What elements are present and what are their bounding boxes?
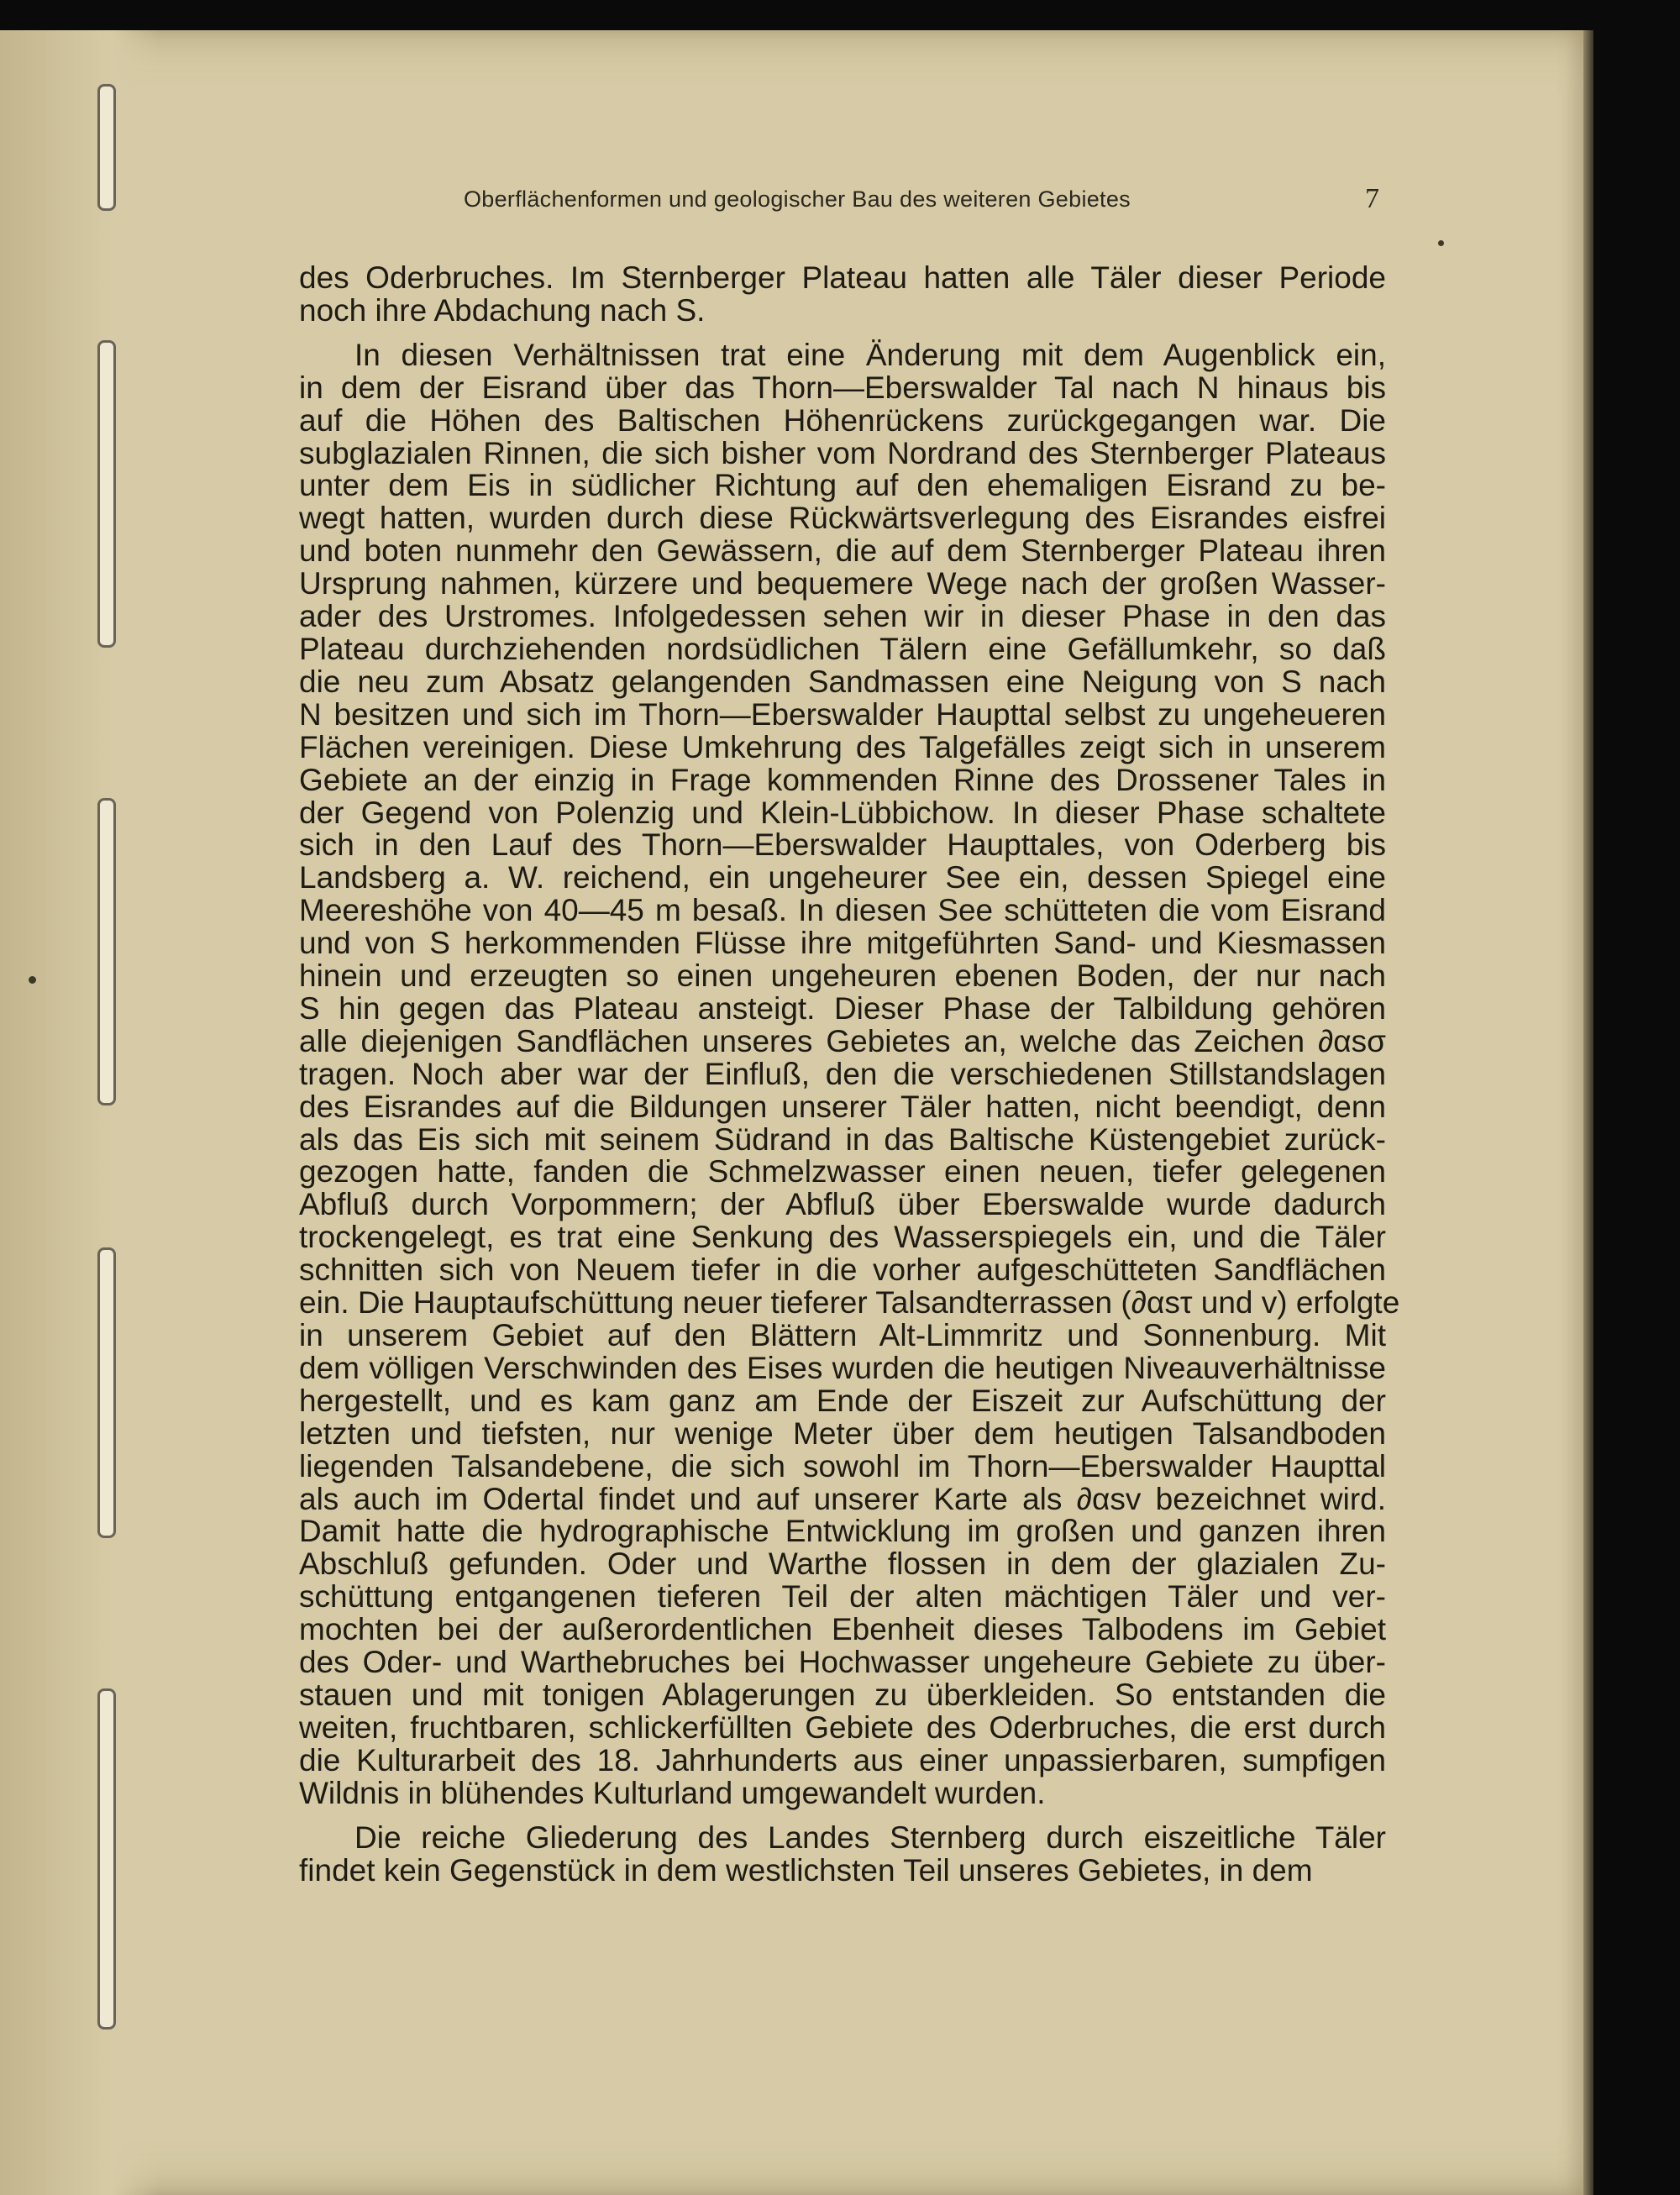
text-line: der Gegend von Polenzig und Klein-Lübbichow. In dieser Phase schaltete (299, 795, 1386, 830)
text-line: mochten bei der außerordentlichen Ebenheit dieses Talbodens im Gebiet (299, 1612, 1386, 1647)
text-line: Wildnis in blühendes Kulturland umgewandelt wurden. (299, 1775, 1046, 1810)
paragraph (299, 1822, 1386, 1888)
text-line: N besitzen und sich im Thorn—Eberswalder Haupttal selbst zu ungeheueren (299, 696, 1386, 732)
text-line: die neu zum Absatz gelangenden Sandmassen eine Neigung von S nach (299, 664, 1386, 699)
paragraph (299, 262, 1386, 328)
text-line: findet kein Gegenstück in dem westlichsten Teil unseres Gebietes, in dem (299, 1852, 1313, 1888)
text-line: hinein und erzeugten so einen ungeheuren ebenen Boden, der nur nach (299, 958, 1386, 994)
text-line: Landsberg a. W. reichend, ein ungeheurer See ein, dessen Spiegel eine (299, 860, 1386, 895)
text-line: S hin gegen das Plateau ansteigt. Dieser Phase der Talbildung gehören (299, 990, 1386, 1026)
binding-thread (97, 798, 116, 1105)
text-line: Damit hatte die hydrographische Entwicklung im großen und ganzen ihren (299, 1514, 1386, 1549)
binding-thread (97, 1247, 116, 1538)
page-gutter (0, 30, 160, 2195)
text-line: ader des Urstromes. Infolgedessen sehen wir in dieser Phase in den das (299, 599, 1386, 634)
text-line: unter dem Eis in südlicher Richtung auf den ehemaligen Eisrand zu be- (299, 468, 1386, 503)
text-line: Die reiche Gliederung des Landes Sternberg durch eiszeitliche Täler (354, 1820, 1386, 1855)
body-text (299, 260, 1400, 1888)
text-line: subglazialen Rinnen, die sich bisher vom Nordrand des Sternberger Plateaus (299, 435, 1386, 470)
text-line: Flächen vereinigen. Diese Umkehrung des Talgefälles zeigt sich in unserem (299, 729, 1386, 764)
text-line: noch ihre Abdachung nach S. (299, 292, 706, 328)
text-line: und von S herkommenden Flüsse ihre mitgeführten Sand- und Kiesmassen (299, 926, 1386, 961)
text-line: letzten und tiefsten, nur wenige Meter über dem heutigen Talsandboden (299, 1415, 1386, 1451)
ink-speck (1438, 240, 1444, 246)
text-line: schüttung entgangenen tieferen Teil der alten mächtigen Täler und ver- (299, 1579, 1386, 1615)
text-line: Ursprung nahmen, kürzere und bequemere Wege nach der großen Wasser- (299, 566, 1386, 601)
text-line: Plateau durchziehenden nordsüdlichen Tälern eine Gefällumkehr, so daß (299, 631, 1386, 666)
text-line: wegt hatten, wurden durch diese Rückwärtsverlegung des Eisrandes eisfrei (299, 501, 1386, 536)
text-line: des Oderbruches. Im Sternberger Plateau hatten alle Täler dieser Periode (299, 260, 1386, 295)
text-line: Meereshöhe von 40—45 m besaß. In diesen See schütteten die vom Eisrand (299, 893, 1386, 928)
text-line: weiten, fruchtbaren, schlickerfüllten Gebiete des Oderbruches, die erst durch (299, 1709, 1386, 1745)
text-line: trockengelegt, es trat eine Senkung des Wasserspiegels ein, und die Täler (299, 1220, 1386, 1255)
text-line: die Kulturarbeit des 18. Jahrhunderts aus einer unpassierbaren, sumpfigen (299, 1742, 1386, 1778)
text-line: stauen und mit tonigen Ablagerungen zu überkleiden. So entstanden die (299, 1677, 1386, 1712)
text-line: In diesen Verhältnissen trat eine Änderung mit dem Augenblick ein, (354, 337, 1386, 372)
text-line: und boten nunmehr den Gewässern, die auf dem Sternberger Plateau ihren (299, 533, 1386, 569)
text-line: in dem der Eisrand über das Thorn—Eberswalder Tal nach N hinaus bis (299, 370, 1386, 405)
binding-thread (97, 84, 116, 211)
text-line: des Oder- und Warthebruches bei Hochwasser ungeheure Gebiete zu über- (299, 1645, 1386, 1680)
paragraph (299, 337, 1400, 1810)
text-line: liegenden Talsandebene, die sich sowohl im Thorn—Eberswalder Haupttal (299, 1448, 1386, 1483)
text-line: hergestellt, und es kam ganz am Ende der Eiszeit zur Aufschüttung der (299, 1383, 1386, 1418)
text-line: des Eisrandes auf die Bildungen unserer Täler hatten, nicht beendigt, denn (299, 1089, 1386, 1124)
page-right-edge (1583, 30, 1593, 2195)
binding-thread (97, 340, 116, 648)
ink-speck (29, 976, 36, 984)
text-line: als das Eis sich mit seinem Südrand in das Baltische Küstengebiet zurück- (299, 1121, 1386, 1157)
text-line: in unserem Gebiet auf den Blättern Alt-Limmritz und Sonnenburg. Mit (299, 1318, 1386, 1352)
text-line: Abfluß durch Vorpommern; der Abfluß über Eberswalde wurde dadurch (299, 1187, 1386, 1222)
page-number: 7 (1365, 183, 1379, 214)
text-line: als auch im Odertal findet und auf unserer Karte als ∂αsv bezeichnet wird. (299, 1481, 1386, 1516)
text-line: auf die Höhen des Baltischen Höhenrückens zurückgegangen war. Die (299, 402, 1386, 438)
text-line: Abschluß gefunden. Oder und Warthe flossen in dem der glazialen Zu- (299, 1546, 1386, 1582)
text-line: sich in den Lauf des Thorn—Eberswalder Haupttales, von Oderberg bis (299, 827, 1386, 863)
text-line: gezogen hatte, fanden die Schmelzwasser einen neuen, tiefer gelegenen (299, 1154, 1386, 1189)
text-line: tragen. Noch aber war der Einfluß, den die verschiedenen Stillstandslagen (299, 1056, 1386, 1091)
text-line: dem völligen Verschwinden des Eises wurden die heutigen Niveauverhältnisse (299, 1350, 1386, 1385)
text-line: Gebiete an der einzig in Frage kommenden Rinne des Drossener Tales in (299, 762, 1386, 797)
text-line: alle diejenigen Sandflächen unseres Gebietes an, welche das Zeichen ∂αsσ (299, 1023, 1386, 1058)
text-line: schnitten sich von Neuem tiefer in die vorher aufgeschütteten Sandflächen (299, 1252, 1386, 1288)
text-line: ein. Die Hauptaufschüttung neuer tieferer Talsandterrassen (∂αsτ und v) erfolgte (299, 1285, 1400, 1321)
running-head: Oberflächenformen und geologischer Bau des weiteren Gebietes (464, 186, 1131, 212)
binding-thread (97, 1688, 116, 2030)
